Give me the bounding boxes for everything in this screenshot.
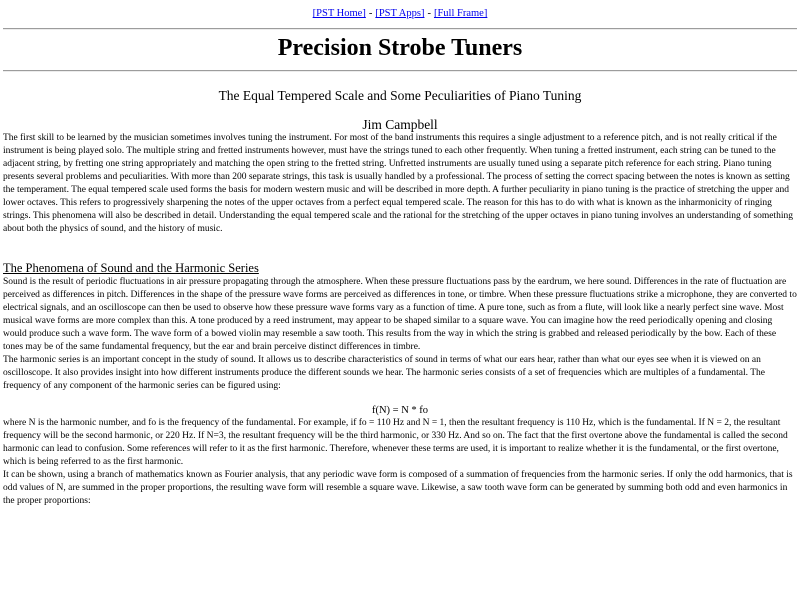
- sound-phenomena-paragraph: Sound is the result of periodic fluctuations in air pressure propagating through the atmosphere. When these pressure fluctuations pass by the eardrum, we here sound. Differences in the rate of fluctuation are perceived as differences in pitch. Differences in the shape of the pressure wave forms are perceived as differences in tone, or timbre. When these pressure fluctuations strike a microphone, they are converted to electrical signals, and an oscilloscope can then be used to observe how these pressure wave forms vary as a function of time. A pure tone, such as from a flute, will look like a nearly perfect sine wave. Most musical wave forms are more complex than this. A tone produced by a reed instrument, may appear to be shaped similar to a square wave. You can imagine how the reed periodically opening and closing would produce such a wave form. The wave form of a bowed violin may resemble a saw tooth. This results from the way in which the string is grabbed and released periodically by the bow. Each of these tones may be of the same fundamental frequency, but the ear and brain perceive distinct differences in timbre.: [3, 277, 797, 352]
- fourier-analysis-paragraph: It can be shown, using a branch of mathematics known as Fourier analysis, that any periodic wave form is composed of a summation of frequencies from the harmonic series. If only the odd harmonics, that is odd values of N, are summed in the proper proportions, the resulting wave form will resemble a square wave. Likewise, a saw tooth wave form can be generated by summing both odd and even harmonics in the proper proportions:: [3, 470, 793, 506]
- top-nav: [3, 7, 797, 21]
- intro-paragraph: The first skill to be learned by the musician sometimes involves tuning the instrument. For most of the band instruments this requires a single adjustment to a reference pitch, and is not really critical if the instrument is being played solo. The multiple string and fretted instruments however, must have the strings tuned to each other frequently. When tuning a fretted instrument, each string can be tuned to the adjacent string, by fretting one string appropriately and matching the open string to the fretted string. Unfretted instruments are usually tuned using a separate pitch reference for each string. Piano tuning presents several problems and peculiarities. With more than 200 separate strings, this task is usually handled by a professional. The process of setting the correct spacing between the notes is known as setting the temperament. The equal tempered scale used forms the basis for modern western music and will be described in more depth. A further peculiarity in piano tuning is the practice of stretching the upper and lower octaves. This refers to progressively sharpening the notes of the upper octaves from a perfect equal tempered scale. The reason for this has to do with what is known as the inharmonicity of ringing strings. This phenomena will also be described in detail. Understanding the equal tempered scale and the rational for the stretching of the upper octaves in piano tuning involves an understanding of something about both the physics of sound, and the history of music.: [3, 133, 793, 234]
- harmonic-series-paragraph: The harmonic series is an important concept in the study of sound. It allows us to describe characteristics of sound in terms of what our ears hear, rather than what our eyes see when it is viewed on an oscilloscope. It also provides insight into how different instruments produce the different sounds we hear. The harmonic series consists of a set of frequencies which are multiples of a fundamental. The frequency of any component of the harmonic series can be figured using:: [3, 355, 766, 391]
- harmonic-frequency-formula: f(N) = N * fo: [371, 405, 429, 416]
- top-divider: [3, 28, 797, 29]
- article-subtitle: The Equal Tempered Scale and Some Peculiarities of Piano Tuning: [218, 88, 582, 103]
- harmonic-number-paragraph: where N is the harmonic number, and fo is the frequency of the fundamental. For example, if fo = 110 Hz and N = 1, then the resultant frequency is 110 Hz, which is the fundamental. If N = 2, the resultant frequency will be the second harmonic, or 220 Hz. If N=3, the resultant frequency will be the third harmonic, or 330 Hz. And so on. The fact that the first overtone above the fundamental is called the second harmonic can lead to confusion. Some references will refer to it as the first harmonic. Therefore, whenever these terms are used, it is important to realize whether it is the fundamental, or the first overtone, which is being referred to as the first harmonic.: [3, 418, 788, 467]
- title-divider: [3, 70, 797, 71]
- page-title: Precision Strobe Tuners: [277, 35, 523, 61]
- article-author: Jim Campbell: [362, 117, 438, 132]
- section-heading-phenomena-of-sound: The Phenomena of Sound and the Harmonic Series: [3, 261, 259, 275]
- nav-separator: -: [427, 8, 431, 19]
- nav-link-pst-apps[interactable]: [PST Apps]: [375, 8, 425, 19]
- nav-separator: -: [368, 8, 373, 19]
- nav-link-pst-home[interactable]: [PST Home]: [312, 8, 366, 19]
- nav-link-full-frame[interactable]: [Full Frame]: [433, 8, 488, 19]
